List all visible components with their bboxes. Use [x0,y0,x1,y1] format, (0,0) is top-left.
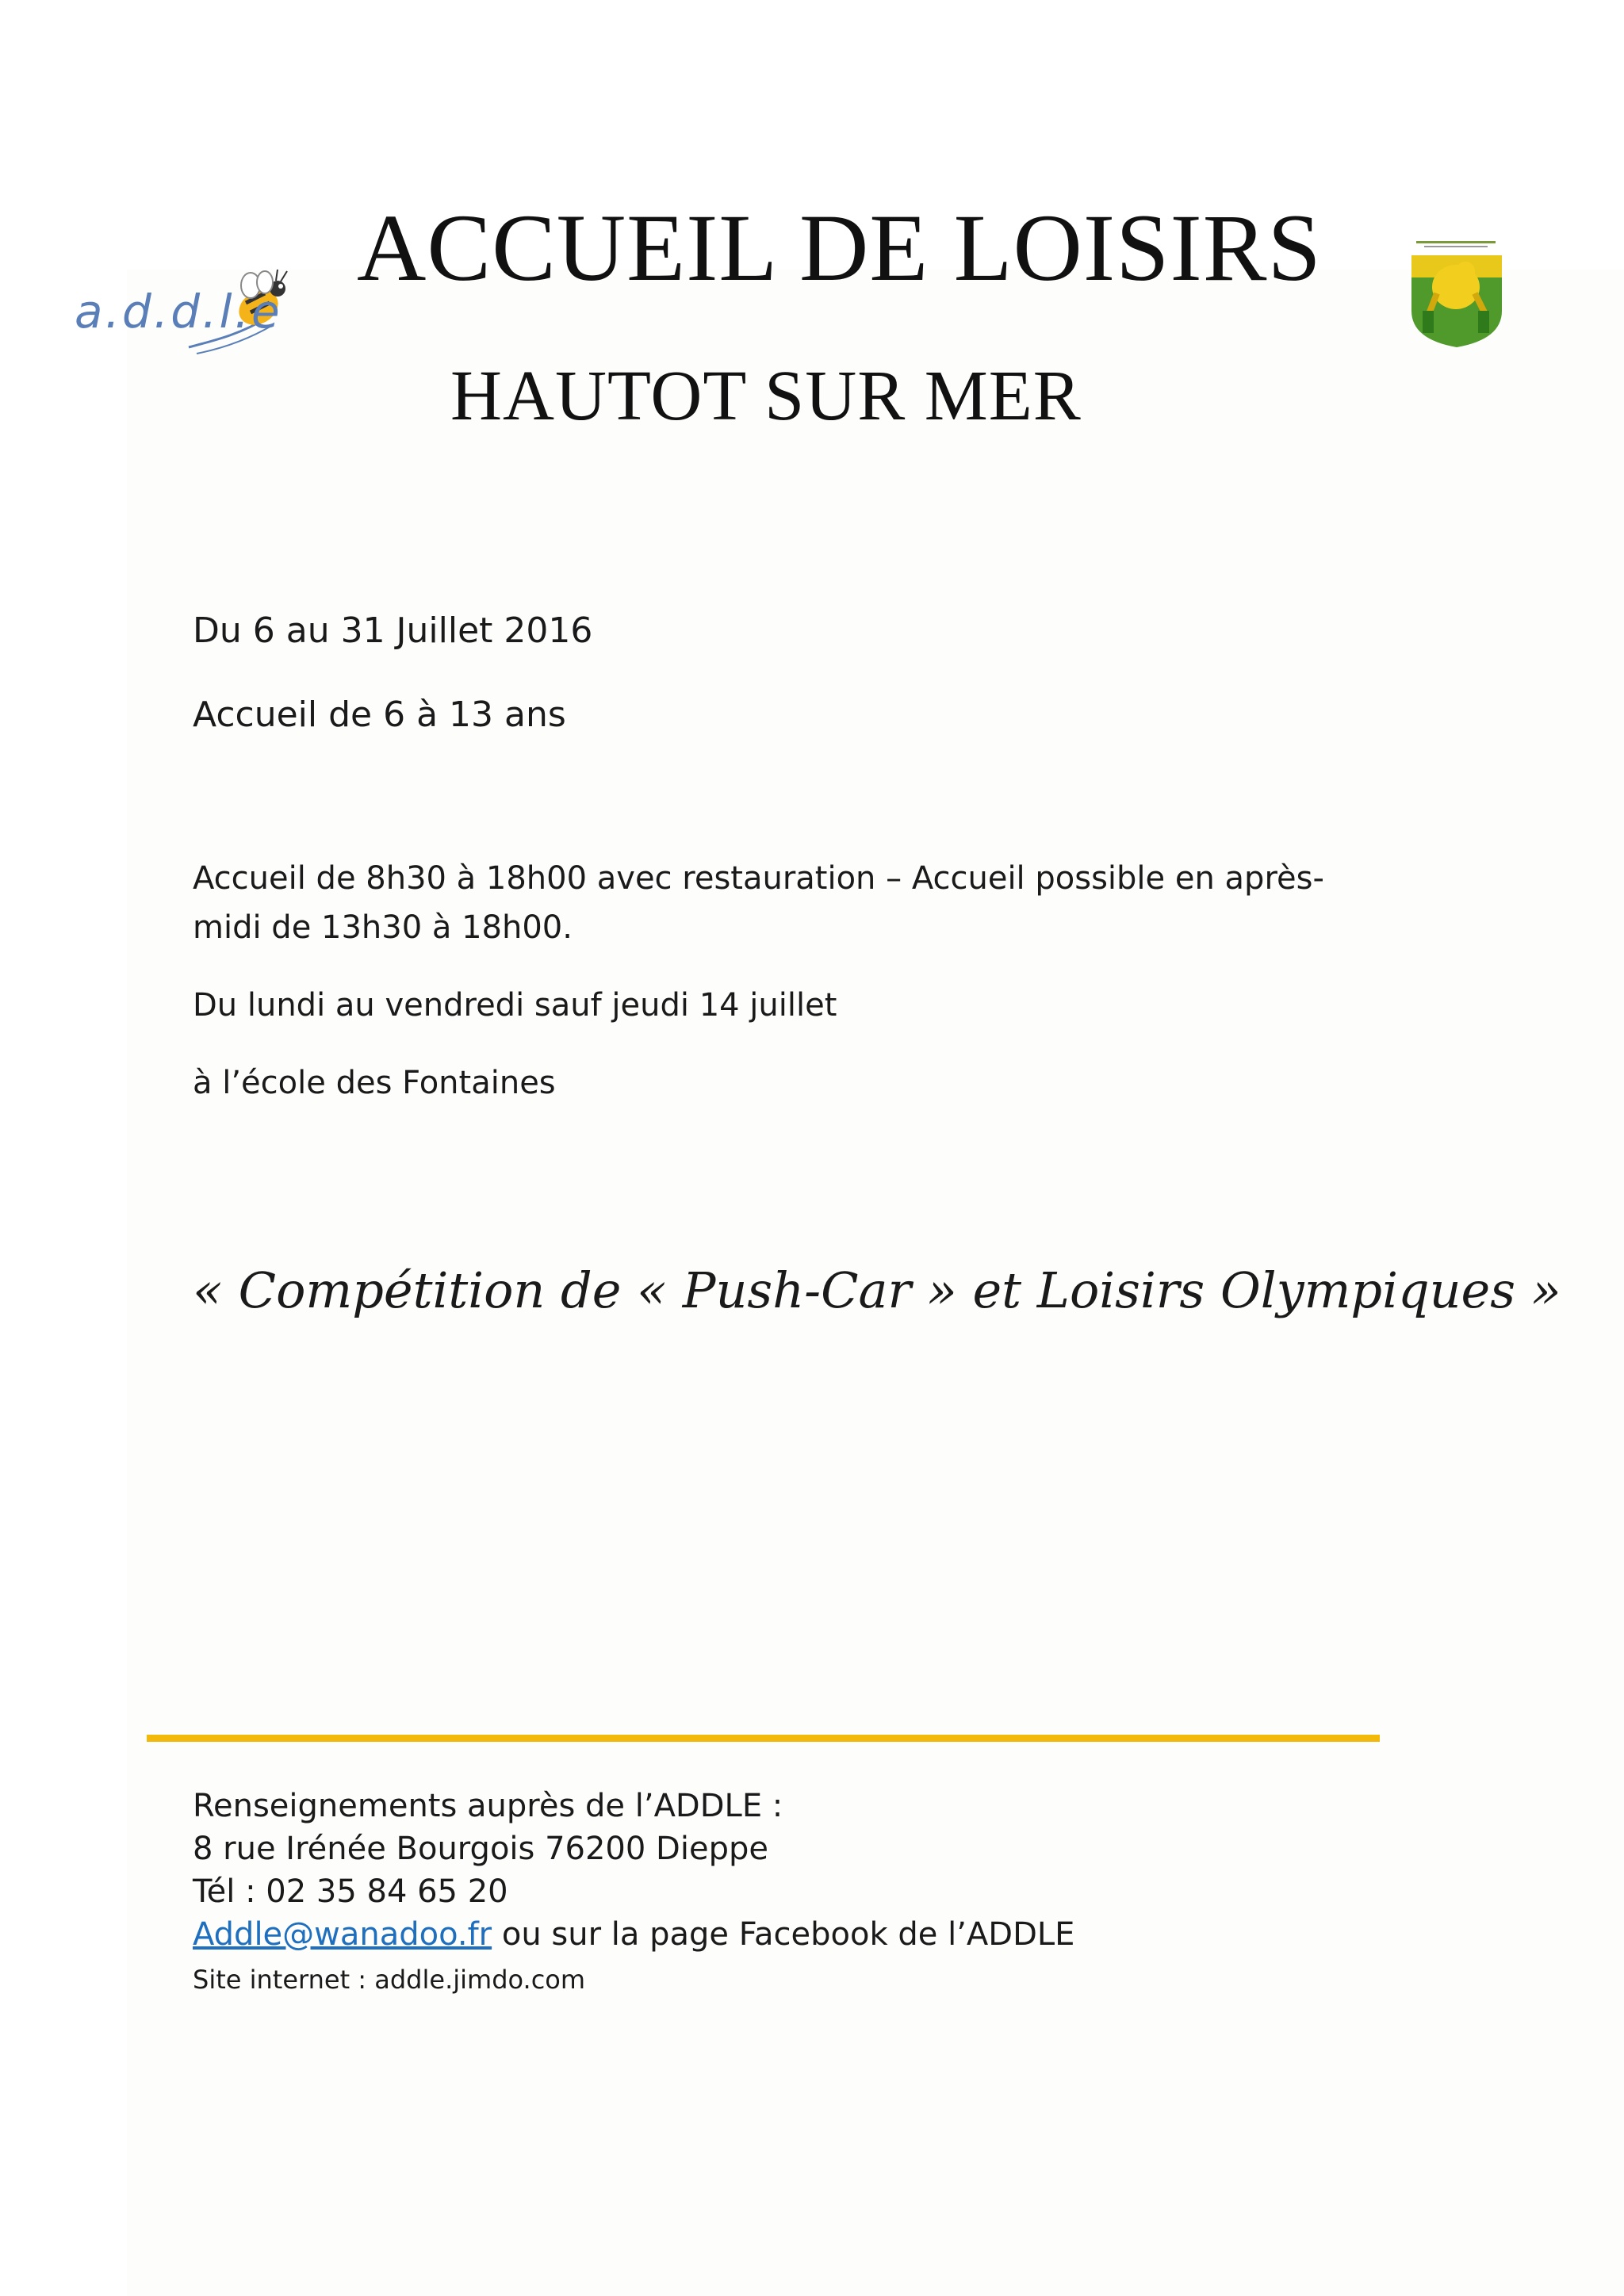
contact-email-line [193,1914,1074,1955]
section-divider [147,1735,1380,1742]
contact-address: 8 rue Irénée Bourgois 76200 Dieppe [193,1831,768,1867]
facebook-text: ou sur la page Facebook de l’ADDLE [492,1916,1075,1953]
dates-text: Du 6 au 31 Juillet 2016 [193,610,593,651]
hours-text-line1: Accueil de 8h30 à 18h00 avec restauration – Accueil possible en après- [193,860,1324,897]
hours-text-line2: midi de 13h30 à 18h00. [193,909,573,946]
coat-of-arms-icon [1405,238,1508,353]
location-text: à l’école des Fontaines [193,1065,556,1101]
hautot-logo [1405,238,1508,353]
page-subtitle: HAUTOT SUR MER [450,357,1082,435]
contact-phone: Tél : 02 35 84 65 20 [193,1873,508,1910]
days-text: Du lundi au vendredi sauf jeudi 14 juillet [193,987,837,1024]
addle-logo [70,262,300,365]
contact-heading: Renseignements auprès de l’ADDLE : [193,1788,783,1824]
page-title: ACCUEIL DE LOISIRS [357,195,1322,301]
addle-logo-text: a.d.d.l.e [75,285,282,339]
ages-text: Accueil de 6 à 13 ans [193,695,566,735]
contact-website: Site internet : addle.jimdo.com [193,1965,586,1995]
email-link[interactable]: Addle@wanadoo.fr [193,1916,492,1953]
theme-slogan: « Compétition de « Push-Car » et Loisirs Olympiques » [193,1261,1561,1319]
